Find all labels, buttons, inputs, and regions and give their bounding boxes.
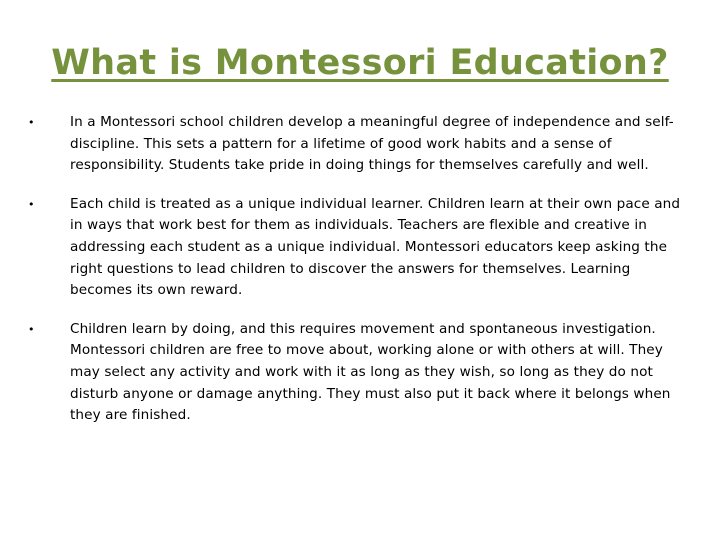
- bullet-item: [28, 112, 693, 177]
- bullet-list: [28, 112, 693, 427]
- bullet-item: [28, 194, 693, 302]
- bullet-item: [28, 319, 693, 427]
- bullet-icon: •: [28, 322, 35, 336]
- bullet-text: Children learn by doing, and this requires movement and spontaneous investigation. Montessori children are free to move about, working alone or with others at will. They may select any activity and work with it as long as they wish, so long as they do not disturb anyone or damage anything. They must also put it back where it belongs when they are finished.: [70, 320, 671, 424]
- bullet-text: In a Montessori school children develop a meaningful degree of independence and self-discipline. This sets a pattern for a lifetime of good work habits and a sense of responsibility. Students take pride in doing things for themselves carefully and well.: [70, 114, 674, 174]
- slide-title: What is Montessori Education?: [51, 43, 669, 83]
- bullet-icon: •: [28, 116, 35, 129]
- bullet-text: Each child is treated as a unique individual learner. Children learn at their own pace and in ways that work best for them as individuals. Teachers are flexible and creative in addressing each student as a unique individual. Montessori educators keep asking the right questions to lead children to discover the answers for themselves. Learning becomes its own reward.: [70, 195, 681, 299]
- bullet-icon: •: [28, 197, 35, 211]
